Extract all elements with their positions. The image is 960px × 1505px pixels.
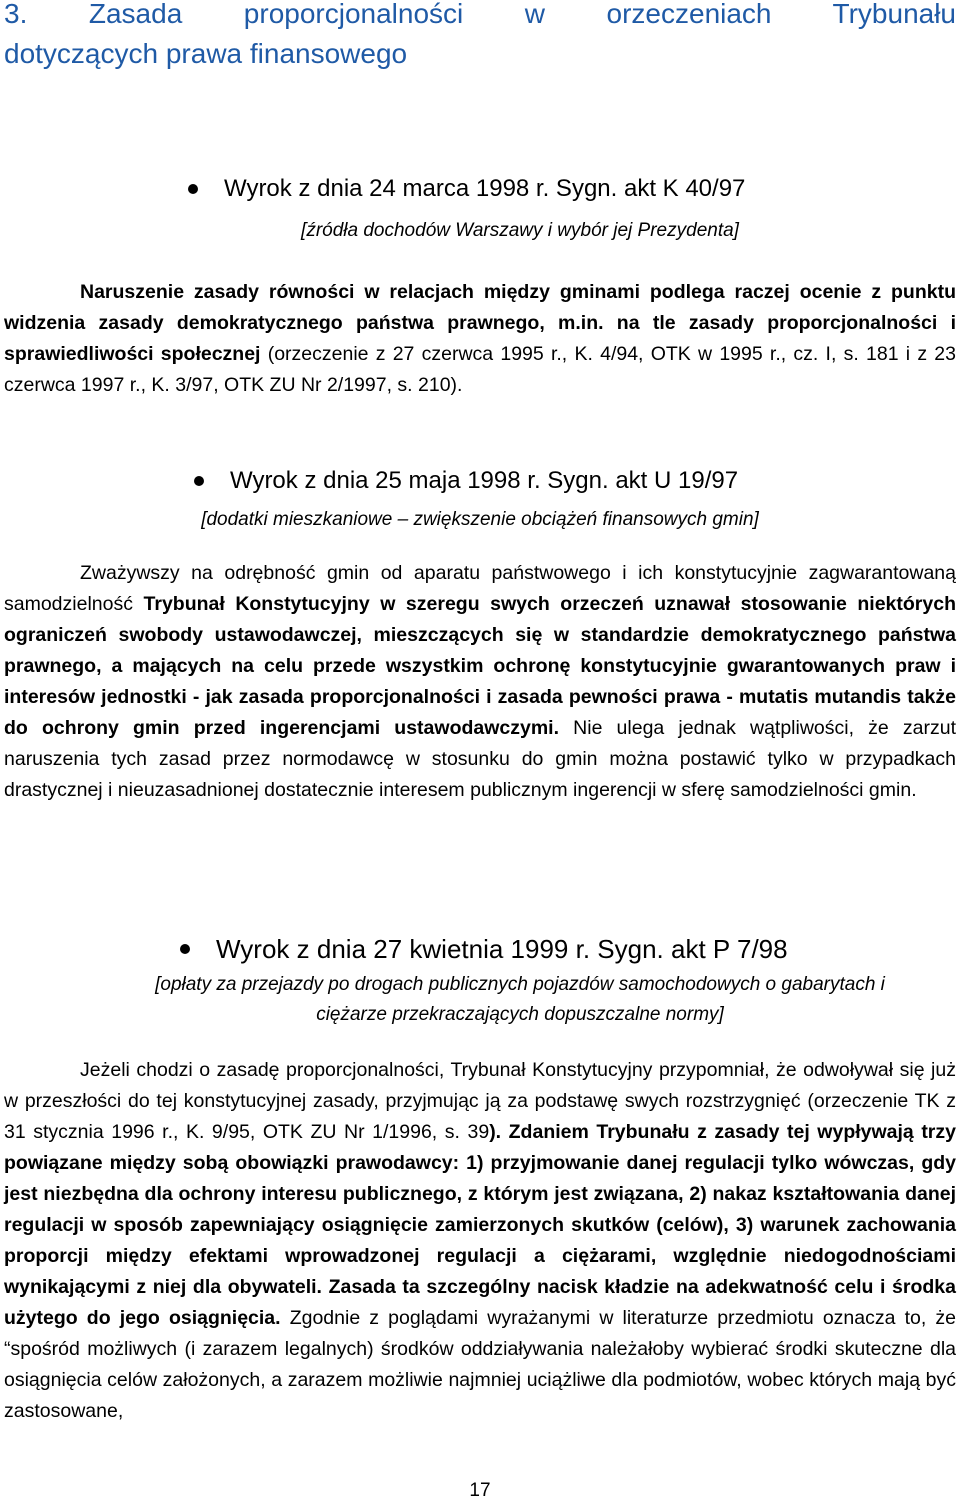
ruling-1-paragraph <box>4 277 956 401</box>
ruling-3-title: Wyrok z dnia 27 kwietnia 1999 r. Sygn. akt P 7/98 <box>216 934 788 964</box>
ruling-2-heading <box>194 466 738 496</box>
ruling-2-title: Wyrok z dnia 25 maja 1998 r. Sygn. akt U 19/97 <box>230 467 739 494</box>
bullet-icon <box>188 184 198 194</box>
ruling-2-intro-text: Zważywszy na odrębność gmin od aparatu państwowego i ich konstytucyjnie zagwarantowaną samodzielność <box>4 562 956 615</box>
ruling-1-subject: [źródła dochodów Warszawy i wybór jej Prezydenta] <box>301 220 739 241</box>
ruling-3-intro-text: Jeżeli chodzi o zasadę proporcjonalności, Trybunał Konstytucyjny przypomniał, że odwoływał się już w przeszłości do tej konstytucyjnej zasady, przyjmując ją za podstawę swych rozstrzygnięć (orzeczenie TK z 31 stycznia 1996 r., K. 9/95, OTK ZU Nr 1/1996, s. 39 <box>4 1059 956 1143</box>
ruling-1-citation-text: (orzeczenie z 27 czerwca 1995 r., K. 4/94, OTK w 1995 r., cz. I, s. 181 i z 23 czerwca 1997 r., K. 3/97, OTK ZU Nr 2/1997, s. 210). <box>4 343 956 396</box>
ruling-2-bold-text: Trybunał Konstytucyjny w szeregu swych orzeczeń uznawał stosowanie niektórych ograniczeń swobody ustawodawczej, mieszczących się w standardzie demokratycznego państwa prawnego, a mających na celu przede wszystkim ochronę konstytucyjnie gwarantowanych praw i interesów jednostki - jak zasada proporcjonalności i zasada pewności prawa - mutatis mutandis także do ochrony gmin przed ingerencjami ustawodawczymi. <box>4 593 956 739</box>
ruling-2-paragraph <box>4 558 956 806</box>
ruling-3-subject <box>80 970 960 1030</box>
ruling-2-closing-text: Nie ulega jednak wątpliwości, że zarzut naruszenia tych zasad przez normodawcę w stosunku do gmin można postawić tylko w przypadkach drastycznej i nieuzasadnionej dostatecznie interesem publicznym ingerencji w sferę samodzielności gmin. <box>4 717 956 801</box>
ruling-3-heading <box>180 932 788 966</box>
ruling-1-heading <box>188 174 745 204</box>
bullet-icon <box>180 944 190 954</box>
ruling-3-subject-line2: ciężarze przekraczających dopuszczalne normy] <box>316 1004 724 1025</box>
ruling-3-bold-text: ). Zdaniem Trybunału z zasady tej wypływają trzy powiązane między sobą obowiązki prawodawcy: 1) przyjmowanie danej regulacji tylko wówczas, gdy jest niezbędna dla ochrony interesu publicznego, z którym jest związana, 2) nakaz kształtowania danej regulacji w sposób zapewniający osiągnięcie zamierzonych skutków (celów), 3) warunek zachowania proporcji między efektami wprowadzonej regulacji a ciężarami, względnie niedogodnościami wynikającymi z niej dla obywateli. Zasada ta szczególny nacisk kładzie na adekwatność celu i środka użytego do jego osiągnięcia. <box>4 1121 956 1329</box>
bullet-icon <box>194 476 204 486</box>
ruling-1-bold-text: Naruszenie zasady równości w relacjach między gminami podlega raczej ocenie z punktu widzenia zasady demokratycznego państwa prawnego, m.in. na tle zasady proporcjonalności i sprawiedliwości społecznej <box>4 281 956 365</box>
ruling-3-subject-line1: [opłaty za przejazdy po drogach publicznych pojazdów samochodowych o gabarytach i <box>155 974 885 995</box>
ruling-3-closing-text: Zgodnie z poglądami wyrażanymi w literaturze przedmiotu oznacza to, że “spośród możliwych (i zarazem legalnych) środków oddziaływania należałoby wybierać środki skuteczne dla osiągnięcia celów założonych, a zarazem możliwie najmniej uciążliwe dla podmiotów, wobec których mają być zastosowane, <box>4 1307 956 1422</box>
ruling-2-subject: [dodatki mieszkaniowe – zwiększenie obciążeń finansowych gmin] <box>201 509 759 530</box>
ruling-1-title: Wyrok z dnia 24 marca 1998 r. Sygn. akt K 40/97 <box>224 175 746 202</box>
ruling-3-paragraph <box>4 1055 956 1427</box>
page-number: 17 <box>469 1480 491 1501</box>
section-heading-line1: 3. Zasada proporcjonalności w orzeczeniach Trybunału <box>4 0 956 29</box>
section-heading-line2: dotyczących prawa finansowego <box>4 38 408 69</box>
